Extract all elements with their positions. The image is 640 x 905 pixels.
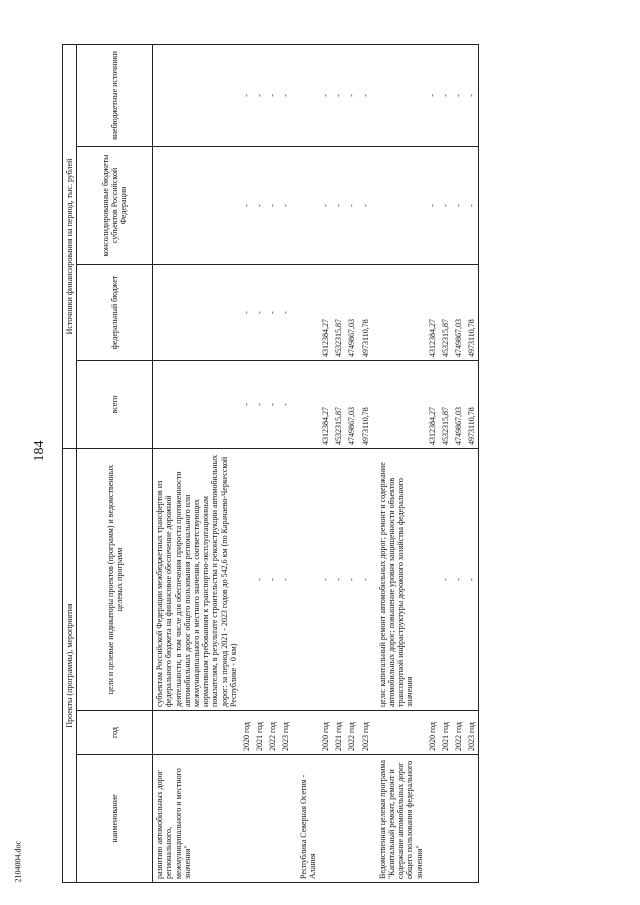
regional-cell-empty [293,147,319,265]
federal-cell: - [279,265,292,361]
group-sources-header: Источники финансирования на период, тыс. рублей [63,44,77,448]
federal-cell: - [266,265,279,361]
year-cell: 2020 год [240,711,253,755]
goal-cell: - [465,449,479,711]
total-cell: 4749867,03 [345,361,358,449]
year-cell: 2023 год [465,711,479,755]
total-cell: 4973110,78 [359,361,372,449]
extra-cell-empty [153,44,240,146]
year-cell: 2021 год [253,711,266,755]
table-row [253,44,266,882]
year-cell: 2023 год [359,711,372,755]
regional-cell: - [240,147,253,265]
extra-cell: - [439,44,452,146]
total-cell: 4973110,78 [465,361,479,449]
extra-cell: - [452,44,465,146]
extra-cell: - [253,44,266,146]
federal-cell: 4312384,27 [426,265,439,361]
col-name-header: наименование [77,755,153,883]
total-cell: - [253,361,266,449]
header-columns-row [77,44,153,882]
table-row [439,44,452,882]
section-name: Ведомственная целевая программа "Капитальный ремонт, ремонт и содержание автомобильных дорог общего пользования федерального значения" [372,755,426,883]
year-cell-empty [372,711,426,755]
extra-cell: - [332,44,345,146]
table-row [279,44,292,882]
col-goals-header: цели и целевые индикаторы проектов (программ) и ведомственных целевых программ [77,449,153,711]
group-projects-header: Проекты (программы), мероприятия [63,449,77,883]
federal-cell: 4312384,27 [319,265,332,361]
table-body [153,44,479,882]
total-cell: 4312384,27 [426,361,439,449]
extra-cell: - [359,44,372,146]
total-cell: - [266,361,279,449]
table-row [359,44,372,882]
col-extra-header: внебюджетные источники [77,44,153,146]
col-regional-header: консолидированные бюджеты субъектов Российской Федерации [77,147,153,265]
regional-cell: - [465,147,479,265]
name-cell-empty [426,755,439,883]
table-row [345,44,358,882]
total-cell-empty [372,361,426,449]
goal-cell: - [332,449,345,711]
extra-cell: - [345,44,358,146]
name-cell-empty [253,755,266,883]
federal-cell: 4532315,87 [439,265,452,361]
regional-cell: - [452,147,465,265]
federal-cell-empty [293,265,319,361]
table-row [452,44,465,882]
col-year-header: год [77,711,153,755]
year-cell: 2022 год [345,711,358,755]
name-cell-empty [345,755,358,883]
financing-table [62,44,479,883]
goal-cell: - [439,449,452,711]
header-group-row [63,44,77,882]
section-name: Республика Северная Осетия - Алания [293,755,319,883]
federal-cell: 4973110,78 [359,265,372,361]
regional-cell: - [253,147,266,265]
federal-cell: 4973110,78 [465,265,479,361]
regional-cell: - [319,147,332,265]
extra-cell: - [319,44,332,146]
table-row [266,44,279,882]
federal-cell-empty [153,265,240,361]
year-cell: 2021 год [332,711,345,755]
section-name: развитию автомобильных дорог регионального, межмуниципального и местного значения" [153,755,240,883]
name-cell-empty [332,755,345,883]
regional-cell: - [332,147,345,265]
table-row [240,44,253,882]
name-cell-empty [439,755,452,883]
year-cell: 2022 год [266,711,279,755]
year-cell-empty [153,711,240,755]
federal-cell: - [240,265,253,361]
regional-cell-empty [153,147,240,265]
federal-cell: 4749867,03 [345,265,358,361]
federal-cell: 4532315,87 [332,265,345,361]
regional-cell: - [439,147,452,265]
table-row [426,44,439,882]
regional-cell-empty [372,147,426,265]
col-total-header: всего [77,361,153,449]
goal-cell-empty [293,449,319,711]
name-cell-empty [359,755,372,883]
regional-cell: - [426,147,439,265]
table-row [332,44,345,882]
table-row [465,44,479,882]
name-cell-empty [266,755,279,883]
regional-cell: - [266,147,279,265]
extra-cell-empty [372,44,426,146]
year-cell: 2020 год [426,711,439,755]
section-goal: цели: капитальный ремонт автомобильных дорог; ремонт и содержание автомобильных дорог; повышение уровня защищенности объектов транспортной инфраструктуры дорожного хозяйства федерального значения [372,449,426,711]
section-row [372,44,426,882]
regional-cell: - [359,147,372,265]
year-cell: 2022 год [452,711,465,755]
goal-cell: - [253,449,266,711]
extra-cell: - [426,44,439,146]
total-cell-empty [293,361,319,449]
federal-cell: - [253,265,266,361]
extra-cell-empty [293,44,319,146]
year-cell: 2020 год [319,711,332,755]
table-row [319,44,332,882]
section-row [153,44,240,882]
footer-filename: 2104004.doc [13,840,23,883]
total-cell: 4749867,03 [452,361,465,449]
name-cell-empty [465,755,479,883]
regional-cell: - [279,147,292,265]
goal-cell: - [359,449,372,711]
extra-cell: - [266,44,279,146]
section-row [293,44,319,882]
year-cell: 2021 год [439,711,452,755]
year-cell-empty [293,711,319,755]
total-cell: - [279,361,292,449]
total-cell: 4312384,27 [319,361,332,449]
federal-cell: 4749867,03 [452,265,465,361]
goal-cell: - [345,449,358,711]
goal-cell [240,449,253,711]
name-cell-empty [319,755,332,883]
total-cell: 4532315,87 [439,361,452,449]
regional-cell: - [345,147,358,265]
goal-cell: - [319,449,332,711]
name-cell-empty [240,755,253,883]
federal-cell-empty [372,265,426,361]
col-federal-header: федеральный бюджет [77,265,153,361]
goal-cell [426,449,439,711]
name-cell-empty [452,755,465,883]
section-goal: субъектам Российской Федерации межбюджетных трансфертов из федерального бюджета на финансовое обеспечение дорожной деятельности, в том числе для обеспечения прироста протяженности автомобильных дорог общего пользования регионального или межмуниципального и местного значения, соответствующих нормативным требованиям к транспортно-эксплуатационным показателям, в результате строительства и реконструкции автомобильных дорог: за период 2021 - 2023 годов до 542,6 км (по Карачаево-Черкесской Республике - 0 км) [153,449,240,711]
year-cell: 2023 год [279,711,292,755]
goal-cell: - [452,449,465,711]
goal-cell: - [266,449,279,711]
name-cell-empty [279,755,292,883]
page-number: 184 [32,440,47,462]
total-cell-empty [153,361,240,449]
extra-cell: - [279,44,292,146]
total-cell: - [240,361,253,449]
goal-cell: - [279,449,292,711]
total-cell: 4532315,87 [332,361,345,449]
extra-cell: - [465,44,479,146]
extra-cell: - [240,44,253,146]
